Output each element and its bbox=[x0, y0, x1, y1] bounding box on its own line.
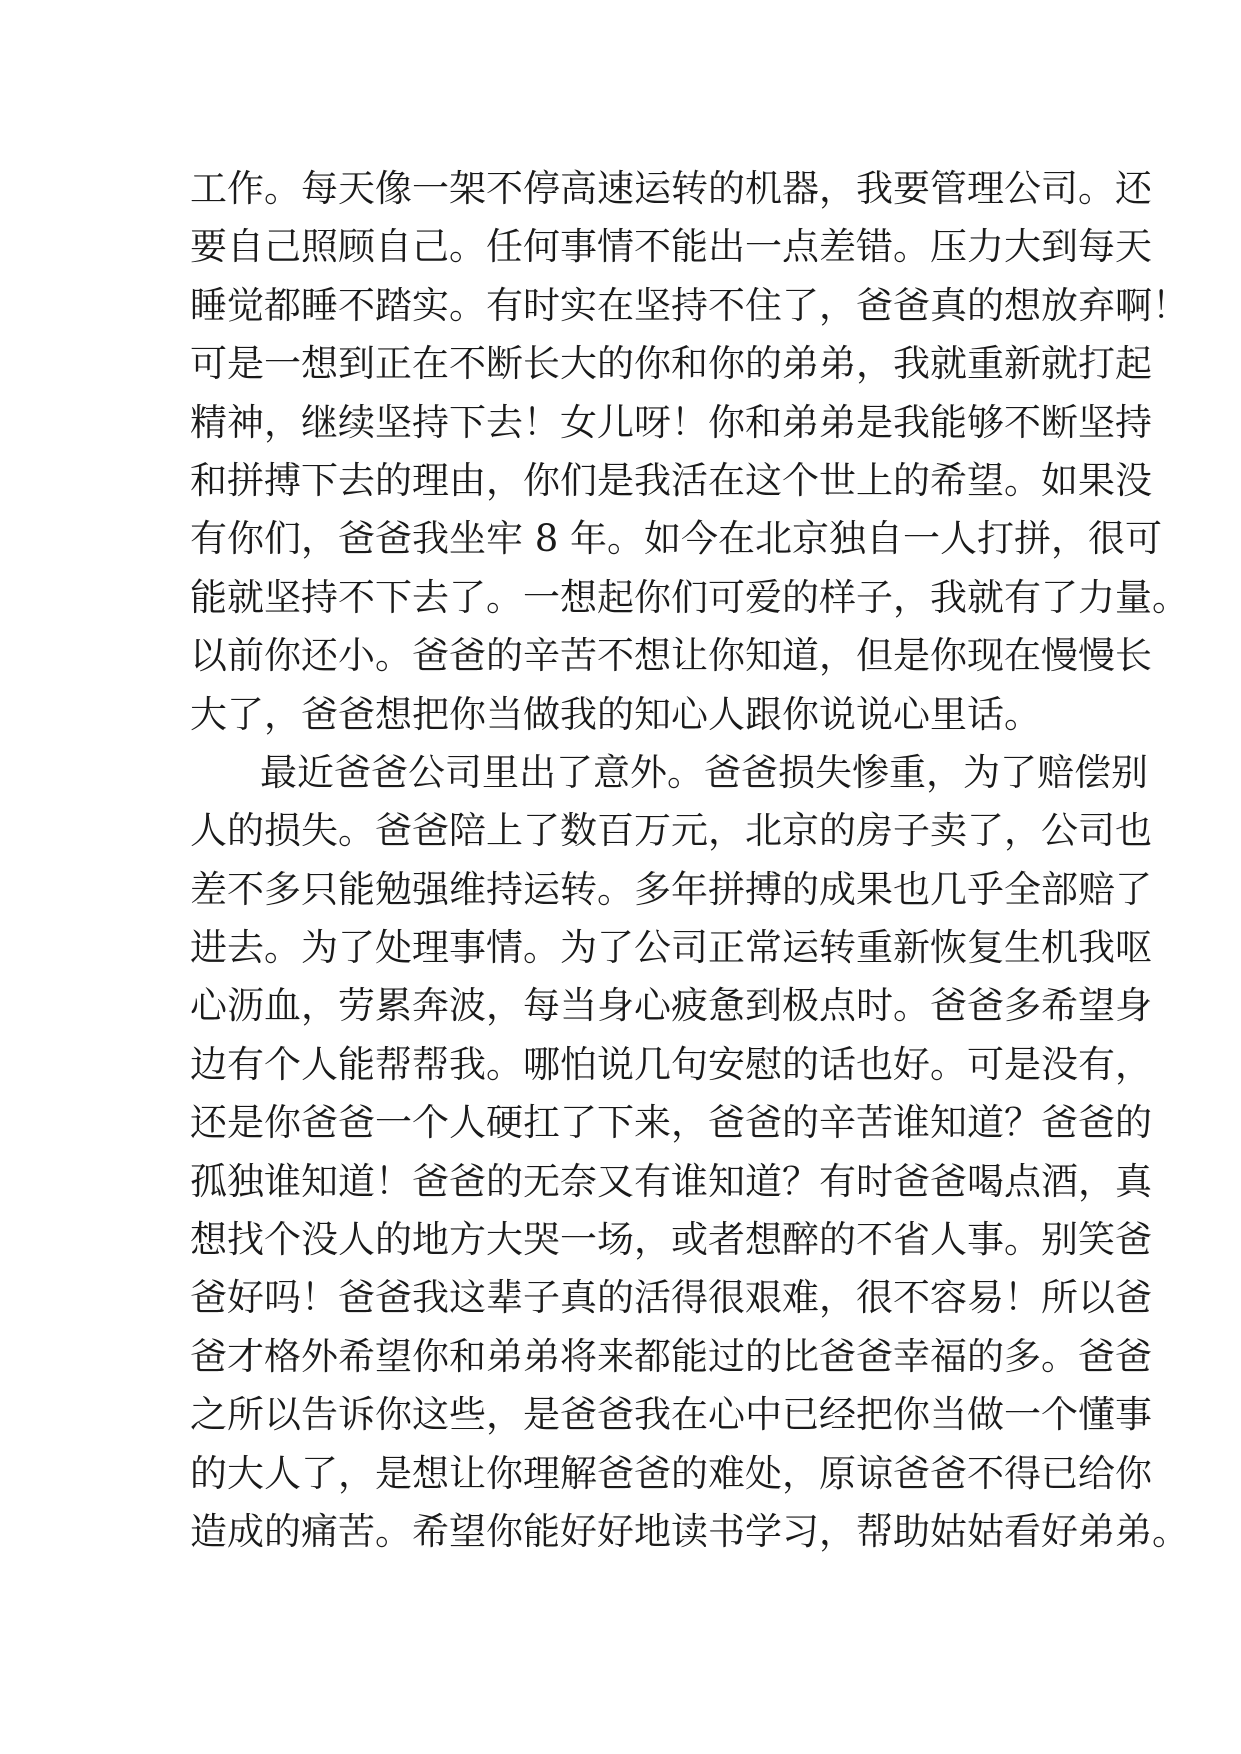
text-line: 以前你还小。爸爸的辛苦不想让你知道，但是你现在慢慢长 bbox=[190, 634, 1152, 678]
text-line: 人的损失。爸爸陪上了数百万元，北京的房子卖了，公司也 bbox=[190, 809, 1152, 853]
text-line: 差不多只能勉强维持运转。多年拼搏的成果也几乎全部赔了 bbox=[190, 867, 1152, 911]
text-line: 和拼搏下去的理由，你们是我活在这个世上的希望。如果没 bbox=[190, 458, 1152, 502]
text-line: 还是你爸爸一个人硬扛了下来，爸爸的辛苦谁知道？爸爸的 bbox=[190, 1101, 1152, 1145]
text-line: 能就坚持不下去了。一想起你们可爱的样子，我就有了力量。 bbox=[190, 575, 1189, 619]
text-line: 有你们，爸爸我坐牢 8 年。如今在北京独自一人打拼，很可 bbox=[190, 517, 1163, 561]
text-line: 造成的痛苦。希望你能好好地读书学习，帮助姑姑看好弟弟。 bbox=[190, 1509, 1189, 1553]
text-line: 工作。每天像一架不停高速运转的机器，我要管理公司。还 bbox=[190, 167, 1152, 210]
letter-body bbox=[190, 160, 1189, 1561]
paragraph-1 bbox=[190, 160, 1189, 744]
text-line: 可是一想到正在不断长大的你和你的弟弟，我就重新就打起 bbox=[190, 342, 1152, 386]
text-line: 爸好吗！爸爸我这辈子真的活得很艰难，很不容易！所以爸 bbox=[190, 1276, 1152, 1320]
text-line: 进去。为了处理事情。为了公司正常运转重新恢复生机我呕 bbox=[190, 926, 1152, 970]
text-line: 之所以告诉你这些，是爸爸我在心中已经把你当做一个懂事 bbox=[190, 1393, 1152, 1437]
text-line: 边有个人能帮帮我。哪怕说几句安慰的话也好。可是没有， bbox=[190, 1042, 1152, 1086]
text-line: 孤独谁知道！爸爸的无奈又有谁知道？有时爸爸喝点酒，真 bbox=[190, 1159, 1152, 1203]
text-line: 爸才格外希望你和弟弟将来都能过的比爸爸幸福的多。爸爸 bbox=[190, 1334, 1152, 1378]
paragraph-2 bbox=[190, 744, 1189, 1561]
text-line: 的大人了，是想让你理解爸爸的难处，原谅爸爸不得已给你 bbox=[190, 1451, 1152, 1495]
text-line: 睡觉都睡不踏实。有时实在坚持不住了，爸爸真的想放弃啊！ bbox=[190, 283, 1189, 327]
text-line: 心沥血，劳累奔波，每当身心疲惫到极点时。爸爸多希望身 bbox=[190, 984, 1152, 1028]
text-line: 想找个没人的地方大哭一场，或者想醉的不省人事。别笑爸 bbox=[190, 1218, 1152, 1262]
text-line: 大了，爸爸想把你当做我的知心人跟你说说心里话。 bbox=[190, 692, 1041, 736]
text-line: 精神，继续坚持下去！女儿呀！你和弟弟是我能够不断坚持 bbox=[190, 400, 1152, 444]
text-line: 最近爸爸公司里出了意外。爸爸损失惨重，为了赔偿别 bbox=[260, 750, 1148, 794]
text-line: 要自己照顾自己。任何事情不能出一点差错。压力大到每天 bbox=[190, 225, 1152, 269]
